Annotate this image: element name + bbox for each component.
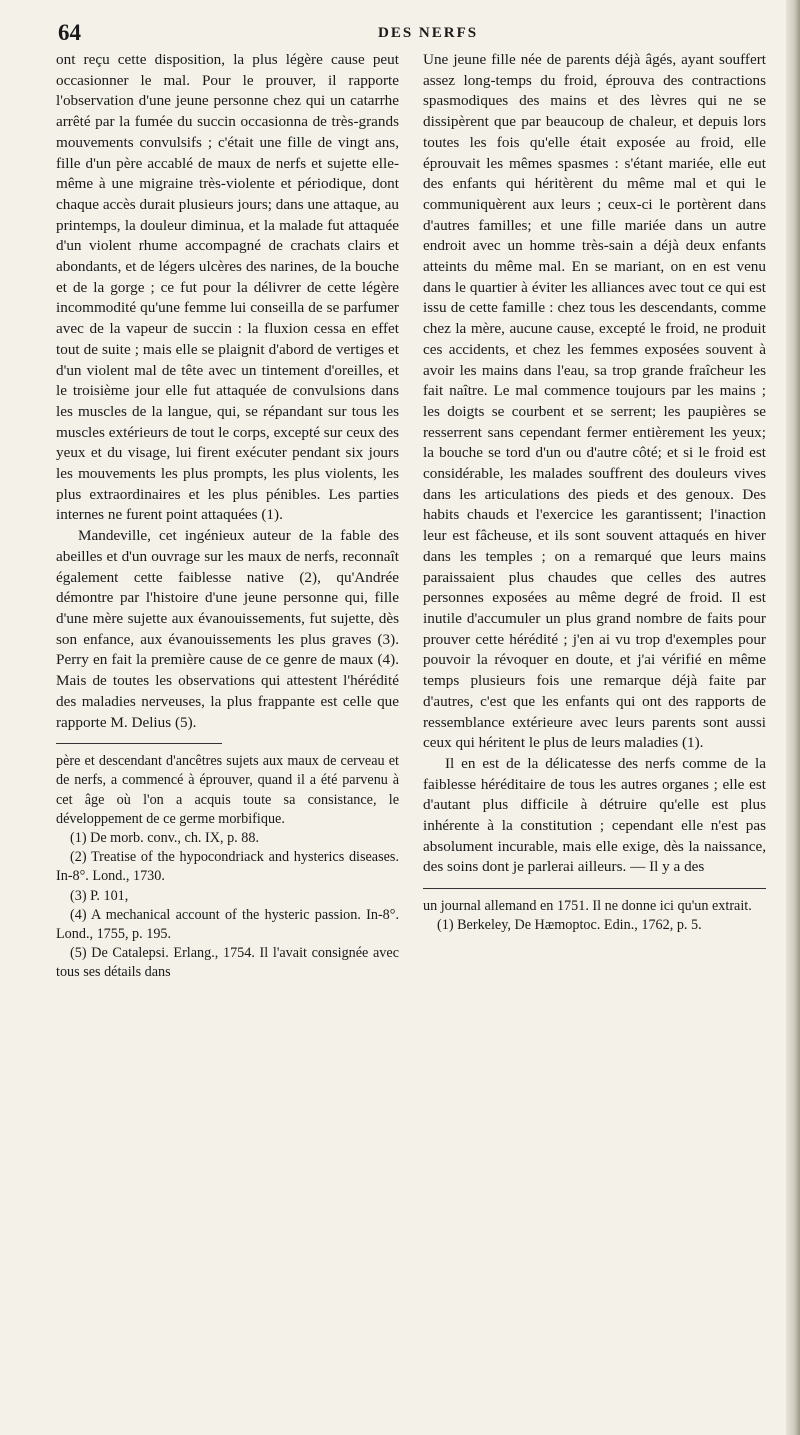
footnotes-left	[56, 752, 399, 982]
right-paragraph-1: Une jeune fille née de parents déjà âgés, ayant souffert assez long-temps du froid, éprouva des contractions spasmodiques des mains et des lèvres qui ne se dissipèrent que par beaucoup de chaleur, et depuis lors toutes les fois qu'elle était exposée au froid, elle éprouvait les mêmes spasmes : s'étant mariée, elle eut des enfants qui héritèrent du même mal et qui le communiquèrent aux leurs ; ceux-ci le portèrent dans d'autres familles; et une fille mariée dans un autre endroit avec un homme très-sain a déjà deux enfants atteints du même mal. En se mariant, on en est venu dans le quartier à éviter les alliances avec tout ce qui est issu de cette famille : chez tous les descendants, comme chez la mère, aucune cause, excepté le froid, ne produit ces accidents, et chez les femmes exposées souvent à avoir les mains dans l'eau, sa trop grande fraîcheur les fait naître. Le mal commence toujours par les mains ; les doigts se courbent et se serrent; les paupières se resserrent sans cependant fermer entièrement les yeux; la bouche se tord d'un ou d'autre côté; et si le froid est considérable, les malades souffrent des douleurs vives dans les articulations des pieds et des genoux. Des habits chauds et l'exercice les garantissent; l'inaction leur est fâcheuse, et ils sont souvent attaqués en hiver dans les temples ; on a remarqué que leurs mains paraissaient plus chaudes que celles des autres personnes exposées au même degré de froid. Il est inutile d'accumuler un plus grand nombre de faits pour prouver cette hérédité ; j'en ai vu trop d'exemples pour pouvoir la révoquer en doute, et j'ai vérifié en même temps plusieurs fois une remarque déjà faite par d'autres, c'est que les enfants qui ont des rapports de ressemblance extérieure avec leurs parents sont aussi ceux qui héritent le plus de leurs maladies (1).	[423, 51, 766, 752]
footnote-continuation-right: un journal allemand en 1751. Il ne donne ici qu'un extrait.	[423, 898, 752, 915]
footnote-1: (1) De morb. conv., ch. IX, p. 88.	[70, 830, 259, 847]
footnote-rule-right	[423, 888, 766, 889]
right-column	[423, 50, 766, 983]
left-paragraph-1: ont reçu cette disposition, la plus légère cause peut occasionner le mal. Pour le prouver, il rapporte l'observation d'une jeune personne chez qui un catarrhe arrêté par la fumée du succin occasionna de très-grands mouvements convulsifs ; c'était une fille de vingt ans, fille d'un père accablé de maux de nerfs et sujette elle-même à une migraine très-violente et périodique, dont chaque accès durait plusieurs jours; dans une attaque, au printemps, la douleur diminua, et la malade fut attaquée d'un violent rhume accompagné de crachats clairs et abondants, et de légers ulcères des narines, de la bouche et de la gorge ; ce fut pour la délivrer de cette légère incommodité qu'une femme lui conseilla de se parfumer avec de la vapeur de succin : la fluxion cessa en effet tout de suite ; mais elle se plaignit d'abord de vertiges et d'un violent mal de tête avec un tintement d'oreilles, et le troisième jour elle fut attaquée de convulsions dans les muscles de la langue, qui, se répandant sur tous les muscles extérieurs de tout le corps, excepté sur ceux des yeux et du visage, lui firent exécuter pendant six jours les mouvements les plus prompts, les plus violents, les plus extraordinaires et les plus pénibles. Les parties internes ne furent point attaquées (1).	[56, 51, 399, 524]
footnote-4: (4) A mechanical account of the hysteric passion. In-8°. Lond., 1755, p. 195.	[56, 906, 399, 943]
footnotes-right	[423, 897, 766, 935]
footnote-continuation-left: père et descendant d'ancêtres sujets aux maux de cerveau et de nerfs, a commencé à éprouver, quand il a été parvenu à cet âge où l'on a acquis toute sa consistance, le développement de ce germe morbifique.	[56, 753, 399, 827]
running-head	[56, 16, 766, 50]
running-title: DES NERFS	[378, 25, 479, 41]
footnote-rule-left	[56, 743, 222, 744]
footnote-right-1: (1) Berkeley, De Hæmoptoc. Edin., 1762, p. 5.	[437, 917, 702, 934]
footnote-2: (2) Treatise of the hypocondriack and hysterics diseases. In-8°. Lond., 1730.	[56, 849, 399, 885]
page-edge	[786, 0, 800, 1435]
footnote-5: (5) De Catalepsi. Erlang., 1754. Il l'avait consignée avec tous ses détails dans	[56, 945, 399, 981]
left-column	[56, 50, 399, 983]
page-number: 64	[58, 20, 81, 45]
left-paragraph-2: Mandeville, cet ingénieux auteur de la fable des abeilles et d'un ouvrage sur les maux de nerfs, reconnaît également cette faiblesse native (2), qu'Andrée démontre par l'histoire d'une jeune personne qui, fille d'une mère sujette aux évanouissements, fut sujette, dès son enfance, aux évanouissements les plus graves (3). Perry en fait la première cause de ce genre de maux (4). Mais de toutes les observations qui attestent l'hérédité des maladies nerveuses, la plus frappante est celle que rapporte M. Delius (5).	[56, 527, 399, 731]
right-paragraph-2: Il en est de la délicatesse des nerfs comme de la faiblesse héréditaire de tous les autres organes ; elle est d'autant plus difficile à détruire qu'elle est plus inhérente à la constitution ; cependant elle n'est pas absolument incurable, mais elle exige, dès la naissance, des soins dont je parlerai ailleurs. — Il y a des	[423, 754, 766, 876]
two-column-body	[56, 50, 766, 983]
footnote-3: (3) P. 101,	[70, 887, 129, 904]
